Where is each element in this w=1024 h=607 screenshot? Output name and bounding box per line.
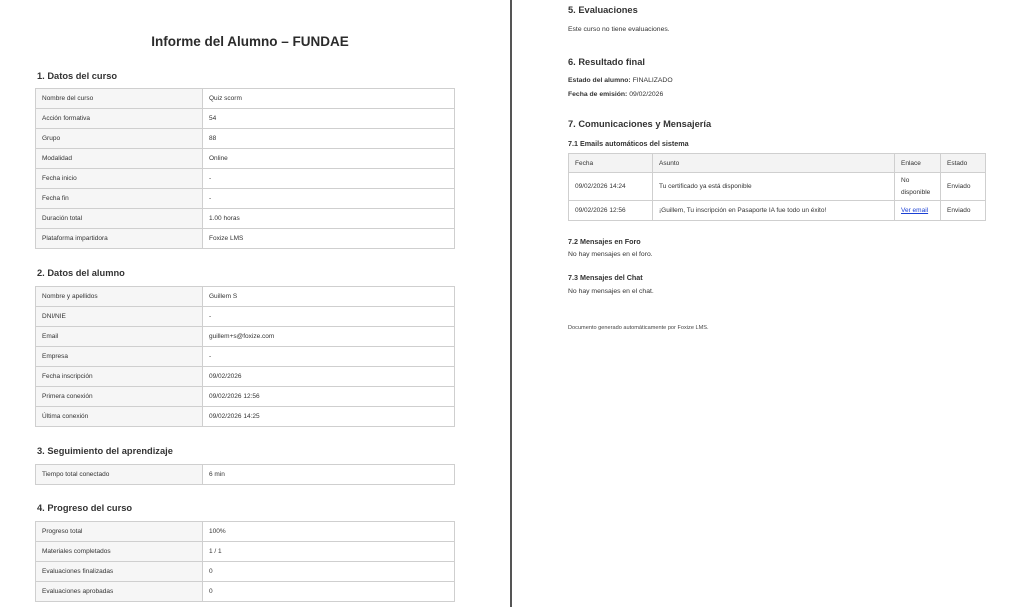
table-row	[36, 287, 455, 307]
field-label: Evaluaciones finalizadas	[36, 562, 203, 582]
field-value: 0	[203, 582, 455, 602]
column-header-fecha: Fecha	[569, 154, 653, 173]
table-row	[36, 522, 455, 542]
field-value: 09/02/2026 12:56	[203, 387, 455, 407]
email-link-unavailable: No disponible	[895, 173, 941, 201]
field-label: Empresa	[36, 347, 203, 367]
field-label: Modalidad	[36, 149, 203, 169]
table-row	[36, 582, 455, 602]
field-value: 0	[203, 562, 455, 582]
table-row	[36, 387, 455, 407]
issue-date-value: 09/02/2026	[627, 91, 664, 98]
table-row	[36, 307, 455, 327]
table-row	[36, 407, 455, 427]
email-link-cell	[895, 201, 941, 221]
forum-text: No hay mensajes en el foro.	[568, 251, 653, 258]
section-evaluations-heading: 5. Evaluaciones	[568, 5, 638, 15]
field-label: Duración total	[36, 209, 203, 229]
field-label: Grupo	[36, 129, 203, 149]
report-page-left	[0, 0, 510, 607]
report-title: Informe del Alumno – FUNDAE	[151, 34, 349, 49]
field-value: 1.00 horas	[203, 209, 455, 229]
section-communications-heading: 7. Comunicaciones y Mensajería	[568, 119, 712, 129]
field-label: Plataforma impartidora	[36, 229, 203, 249]
field-label: Fecha inscripción	[36, 367, 203, 387]
field-label: Tiempo total conectado	[36, 465, 203, 485]
field-value: 88	[203, 129, 455, 149]
evaluations-text: Este curso no tiene evaluaciones.	[568, 26, 670, 33]
field-value: -	[203, 189, 455, 209]
field-value: guillem+s@foxize.com	[203, 327, 455, 347]
email-subject: Tu certificado ya está disponible	[653, 173, 895, 201]
student-data-table	[35, 286, 455, 427]
generated-footer: Documento generado automáticamente por Foxize LMS.	[568, 325, 709, 331]
emails-table-header	[569, 154, 986, 173]
issue-date-label: Fecha de emisión:	[568, 91, 628, 98]
section-student-data-heading: 2. Datos del alumno	[37, 268, 125, 278]
column-header-estado: Estado	[941, 154, 986, 173]
student-status-value: FINALIZADO	[630, 77, 673, 84]
table-row	[36, 542, 455, 562]
section-learning-tracking-heading: 3. Seguimiento del aprendizaje	[37, 446, 173, 456]
chat-subheading: 7.3 Mensajes del Chat	[568, 273, 643, 282]
student-status-line	[568, 77, 673, 84]
table-row	[36, 562, 455, 582]
field-value: Foxize LMS	[203, 229, 455, 249]
field-label: Materiales completados	[36, 542, 203, 562]
field-value: -	[203, 169, 455, 189]
field-label: Acción formativa	[36, 109, 203, 129]
field-label: Fecha inicio	[36, 169, 203, 189]
table-row	[36, 149, 455, 169]
emails-table	[568, 153, 986, 221]
field-label: Nombre del curso	[36, 89, 203, 109]
table-row	[36, 465, 455, 485]
field-value: Online	[203, 149, 455, 169]
learning-tracking-table	[35, 464, 455, 485]
email-date: 09/02/2026 14:24	[569, 173, 653, 201]
field-label: Última conexión	[36, 407, 203, 427]
field-label: Evaluaciones aprobadas	[36, 582, 203, 602]
report-page-right	[512, 0, 1024, 607]
issue-date-line	[568, 91, 663, 98]
field-value: -	[203, 307, 455, 327]
field-label: Nombre y apellidos	[36, 287, 203, 307]
table-row	[36, 189, 455, 209]
field-label: Progreso total	[36, 522, 203, 542]
forum-subheading: 7.2 Mensajes en Foro	[568, 237, 641, 246]
email-subject: ¡Guillem, Tu inscripción en Pasaporte IA fue todo un éxito!	[653, 201, 895, 221]
field-label: Fecha fin	[36, 189, 203, 209]
field-value: 100%	[203, 522, 455, 542]
column-header-asunto: Asunto	[653, 154, 895, 173]
table-row	[36, 109, 455, 129]
table-row	[36, 327, 455, 347]
emails-subheading: 7.1 Emails automáticos del sistema	[568, 139, 689, 148]
table-row	[36, 89, 455, 109]
field-label: DNI/NIE	[36, 307, 203, 327]
field-value: -	[203, 347, 455, 367]
field-value: 1 / 1	[203, 542, 455, 562]
email-status: Enviado	[941, 201, 986, 221]
column-header-enlace: Enlace	[895, 154, 941, 173]
field-label: Primera conexión	[36, 387, 203, 407]
table-row	[36, 229, 455, 249]
table-row	[36, 129, 455, 149]
student-status-label: Estado del alumno:	[568, 77, 631, 84]
field-value: 54	[203, 109, 455, 129]
field-label: Email	[36, 327, 203, 347]
field-value: 09/02/2026	[203, 367, 455, 387]
field-value: 6 min	[203, 465, 455, 485]
view-email-link[interactable]: Ver email	[901, 206, 929, 214]
course-progress-table	[35, 521, 455, 602]
field-value: Guillem S	[203, 287, 455, 307]
table-row	[36, 169, 455, 189]
section-final-result-heading: 6. Resultado final	[568, 57, 645, 67]
section-course-progress-heading: 4. Progreso del curso	[37, 503, 133, 513]
email-date: 09/02/2026 12:56	[569, 201, 653, 221]
email-status: Enviado	[941, 173, 986, 201]
field-value: Quiz scorm	[203, 89, 455, 109]
table-row	[36, 367, 455, 387]
table-row	[36, 209, 455, 229]
table-row	[36, 347, 455, 367]
table-row	[569, 201, 986, 221]
table-row	[569, 173, 986, 201]
course-data-table	[35, 88, 455, 249]
section-course-data-heading: 1. Datos del curso	[37, 71, 118, 81]
field-value: 09/02/2026 14:25	[203, 407, 455, 427]
chat-text: No hay mensajes en el chat.	[568, 288, 654, 295]
